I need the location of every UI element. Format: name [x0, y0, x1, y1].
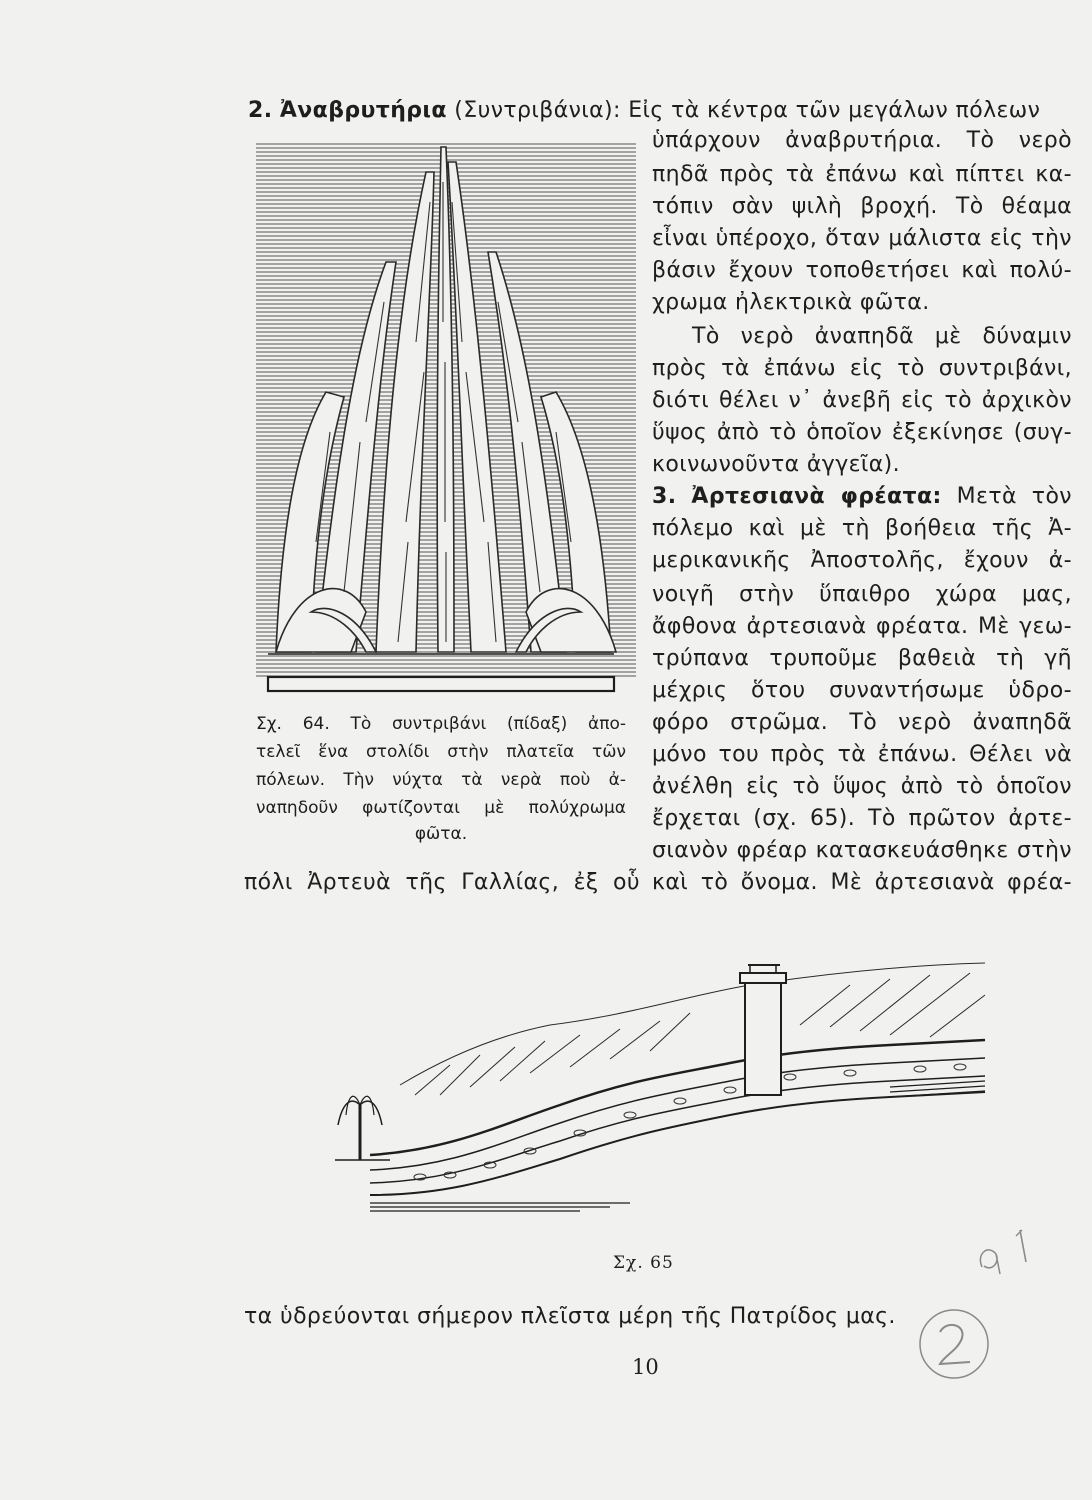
handwritten-margin-note	[972, 1222, 1042, 1286]
figure-64-caption-line: Σχ. 64. Τὸ συντριβάνι (πίδαξ) ἀπο-	[256, 714, 626, 734]
fountain-illustration	[256, 142, 636, 698]
text-line: εἶναι ὑπέροχο, ὅταν μάλιστα εἰς τὴν	[652, 226, 1072, 251]
text-line: πρὸς τὰ ἐπάνω εἰς τὸ συντριβάνι,	[652, 356, 1072, 381]
page-number: 10	[632, 1355, 659, 1379]
text-line: κοινωνοῦντα ἀγγεῖα).	[652, 452, 901, 477]
text-line: διότι θέλει ν᾿ ἀνεβῆ εἰς τὸ ἀρχικὸν	[652, 388, 1072, 413]
handwritten-circled-number	[916, 1306, 992, 1386]
text-line: τρύπανα τρυποῦμε βαθειὰ τὴ γῆ	[652, 646, 1072, 671]
text-line: τόπιν σὰν ψιλὴ βροχή. Τὸ θέαμα	[652, 194, 1072, 219]
text-line: βάσιν ἔχουν τοποθετήσει καὶ πολύ-	[652, 258, 1072, 283]
text-line: ἄφθονα ἀρτεσιανὰ φρέατα. Μὲ γεω-	[652, 614, 1072, 639]
text-line: νοιγῆ στὴν ὕπαιθρο χώρα μας,	[652, 582, 1072, 607]
section-2-heading-line	[248, 96, 1040, 126]
text-line: πόλεμο καὶ μὲ τὴ βοήθεια τῆς Ἀ-	[652, 516, 1072, 541]
section-3-heading: Ἀρτεσιανὰ φρέατα:	[691, 484, 942, 509]
figure-64-caption-line: φῶτα.	[414, 824, 468, 844]
text-line: ἀνέλθη εἰς τὸ ὕψος ἀπὸ τὸ ὁποῖον	[652, 774, 1072, 799]
text-line: ἔρχεται (σχ. 65). Τὸ πρῶτον ἀρτε-	[652, 806, 1072, 831]
text-line: πηδᾶ πρὸς τὰ ἐπάνω καὶ πίπτει κα-	[652, 162, 1072, 187]
section-2-heading: Ἀναβρυτήρια	[279, 98, 447, 123]
text-line: καὶ τὸ ὄνομα. Μὲ ἀρτεσιανὰ φρέα-	[652, 870, 1072, 895]
text-line: μέχρις ὅτου συναντήσωμε ὑδρο-	[652, 678, 1072, 703]
section-2-heading-paren: (Συντριβάνια):	[454, 98, 621, 123]
final-text-line: τα ὑδρεύονται σήμερον πλεῖστα μέρη τῆς Πατρίδος μας.	[244, 1304, 896, 1329]
text-line: μόνο του πρὸς τὰ ἐπάνω. Θέλει νὰ	[652, 742, 1072, 767]
text-line: Τὸ νερὸ ἀναπηδᾶ μὲ δύναμιν	[692, 324, 1072, 349]
figure-64-caption-line: τελεῖ ἕνα στολίδι στὴν πλατεῖα τῶν	[256, 742, 626, 762]
section-3-heading-line	[652, 482, 1072, 512]
text-line: χρωμα ἠλεκτρικὰ φῶτα.	[652, 290, 930, 315]
text-line: μερικανικῆς Ἀποστολῆς, ἔχουν ἀ-	[652, 548, 1072, 573]
section-2-number: 2.	[248, 98, 273, 123]
figure-65-label: Σχ. 65	[613, 1253, 674, 1273]
section-2-line1-rest: Εἰς τὰ κέντρα τῶν μεγάλων πόλεων	[628, 98, 1041, 123]
figure-64-caption-line: ναπηδοῦν φωτίζονται μὲ πολύχρωμα	[256, 798, 626, 818]
text-line: φόρο στρῶμα. Τὸ νερὸ ἀναπηδᾶ	[652, 710, 1072, 735]
text-line: σιανὸν φρέαρ κατασκευάσθηκε στὴν	[652, 838, 1072, 863]
text-line: ὕψος ἀπὸ τὸ ὁποῖον ἐξεκίνησε (συγ-	[652, 420, 1072, 445]
section-3-number: 3.	[652, 484, 677, 509]
artesian-well-illustration	[330, 955, 990, 1245]
text-line: ὑπάρχουν ἀναβρυτήρια. Τὸ νερὸ	[652, 128, 1072, 153]
figure-64-caption-line: πόλεων. Τὴν νύχτα τὰ νερὰ ποὺ ἀ-	[256, 770, 626, 790]
section-3-line1-rest: Μετὰ τὸν	[956, 484, 1072, 509]
text-line-left: πόλι Ἀρτευὰ τῆς Γαλλίας, ἐξ οὗ	[244, 870, 640, 895]
